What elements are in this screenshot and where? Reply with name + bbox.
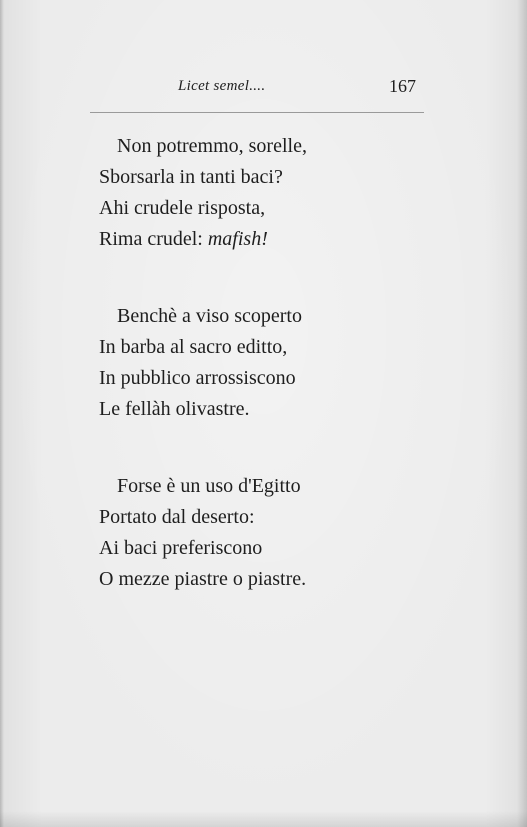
page-shadow-right — [517, 0, 527, 827]
poem-line: Non potremmo, sorelle, — [117, 135, 307, 157]
poem-line: Ai baci preferiscono — [99, 537, 263, 559]
page-shadow-left — [0, 0, 4, 827]
stanza-2 — [99, 301, 419, 425]
poem-line: Le fellàh olivastre. — [99, 398, 250, 420]
running-title: Licet semel.... — [178, 78, 266, 94]
stanza-1 — [99, 131, 419, 255]
page-shadow-bottom — [0, 811, 527, 827]
poem-line-text: Rima crudel: — [99, 228, 208, 250]
page-header — [92, 76, 424, 100]
poem-line: In barba al sacro editto, — [99, 336, 288, 358]
header-rule — [90, 112, 424, 113]
page-number: 167 — [389, 76, 416, 96]
poem-line: Benchè a viso scoperto — [117, 305, 302, 327]
poem-line: Portato dal deserto: — [99, 506, 255, 528]
poem — [99, 131, 419, 641]
poem-line: O mezze piastre o piastre. — [99, 568, 307, 590]
poem-line: Forse è un uso d'Egitto — [117, 475, 301, 497]
italic-word: mafish! — [207, 228, 268, 250]
poem-line: Ahi crudele risposta, — [99, 197, 266, 219]
poem-line: In pubblico arrossiscono — [99, 367, 296, 389]
poem-line-with-italic — [99, 224, 419, 255]
poem-line: Sborsarla in tanti baci? — [99, 166, 283, 188]
stanza-3 — [99, 471, 419, 595]
